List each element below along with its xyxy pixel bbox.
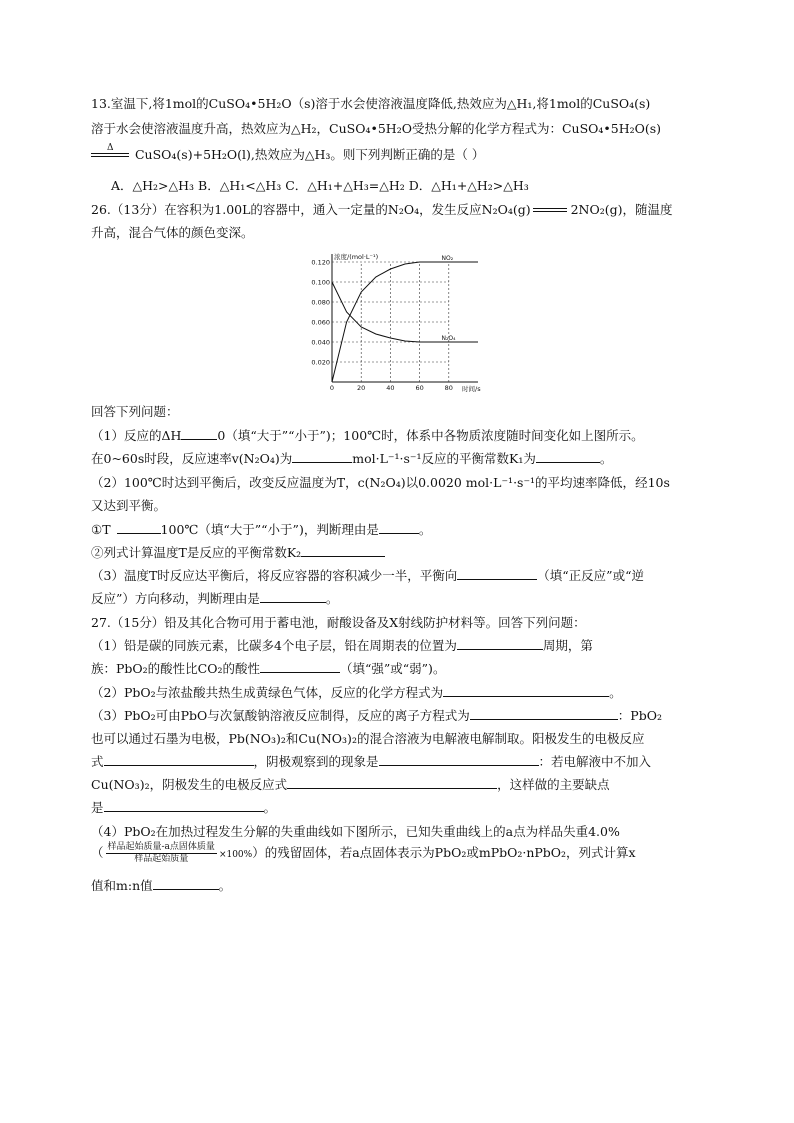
blank-drawback[interactable] [104, 799, 264, 812]
q27-part1-line2 [91, 660, 445, 678]
blank-x-mn[interactable] [153, 877, 219, 890]
concentration-chart [311, 240, 481, 393]
q13-line-3-text: CuSO₄(s)+5H₂O(l),热效应为△H₃。则下列判断正确的是（ ） [134, 147, 485, 162]
q27-l4b: 。 [609, 685, 622, 700]
q26-part2-sub1 [91, 521, 431, 539]
fraction-numerator: 样品起始质量-a点固体质量 [107, 842, 215, 852]
delta-label: Δ [107, 142, 114, 153]
q27-part4-line2: （ $\frac{\text{样品起始质量-a点固体质量}}{\text{样品起始质量}}$ ×100%）的残留固体，若a点固体表示为PbO₂或mPbO₂·nPbO₂，列式计算x [91, 842, 636, 864]
q27-part3-line4 [91, 776, 610, 794]
blank-cathode-phenomenon[interactable] [379, 753, 539, 766]
q26-part1-line1 [91, 427, 644, 445]
blank-direction-reason[interactable] [260, 590, 326, 603]
q27-l4a: （2）PbO₂与浓盐酸共热生成黄绿色气体，反应的化学方程式为 [91, 685, 444, 700]
q27-l7b: ，阴极观察到的现象是 [253, 754, 379, 769]
mass-loss-fraction [106, 842, 217, 865]
blank-k1[interactable] [536, 450, 600, 463]
q27-l5a: （3）PbO₂可由PbO与次氯酸钠溶液反应制得，反应的离子方程式为 [91, 708, 470, 723]
blank-anode-reaction[interactable] [104, 753, 254, 766]
q13-line-3 [91, 142, 485, 164]
x-tick-label: 60 [415, 384, 424, 392]
blank-period[interactable] [457, 637, 543, 650]
fraction-denominator: 样品起始质量 [134, 854, 189, 864]
q26-line-1b: 2NO₂(g)，随温度 [570, 202, 673, 217]
q27-l3b: （填“强”或“弱”)。 [340, 661, 446, 676]
y-tick-label: 0.020 [311, 358, 330, 367]
q27-l3a: 族：PbO₂的酸性比CO₂的酸性 [91, 661, 260, 676]
q26-part2-line2: 又达到平衡。 [91, 498, 167, 513]
blank-t-reason[interactable] [379, 521, 419, 534]
equilibrium-arrow [531, 206, 571, 216]
q26-p7b: （填“正反应”或“逆 [537, 568, 644, 583]
q27-part4-line1: （4）PbO₂在加热过程发生分解的失重曲线如下图所示，已知失重曲线上的a点为样品失重4.0% [91, 824, 620, 839]
series-label: N₂O₄ [441, 335, 456, 342]
q26-p5a: ①T [91, 522, 111, 537]
q27-l9a: 是 [91, 800, 104, 815]
q26-p8b: 。 [325, 591, 339, 606]
q26-line-1 [91, 201, 673, 219]
x-tick-label: 80 [444, 384, 453, 392]
q27-l5b: ：PbO₂ [617, 708, 662, 723]
q27-line-1: 27.（15分）铅及其化合物可用于蓄电池，耐酸设备及X射线防护材料等。回答下列问题： [91, 615, 586, 630]
q27-l9b: 。 [263, 800, 277, 815]
y-tick-label: 0.080 [311, 298, 330, 307]
x-tick-label: 0 [329, 384, 335, 392]
blank-ionic-equation[interactable] [470, 707, 618, 720]
q26-p8a: 反应”）方向移动，判断理由是 [91, 591, 260, 606]
q26-part2-sub2 [91, 544, 385, 562]
y-axis-label: 浓度/(mol·L⁻¹) [334, 253, 379, 261]
answer-prompt: 回答下列问题： [91, 404, 179, 419]
q26-p5b: 100℃（填“大于”“小于”)，判断理由是 [160, 522, 379, 537]
y-tick-label: 0.060 [311, 318, 330, 327]
q27-part2 [91, 684, 622, 702]
blank-equation[interactable] [443, 684, 609, 697]
q27-part4-line3 [91, 877, 231, 895]
q26-line-2: 升高，混合气体的颜色变深。 [91, 225, 254, 240]
x-tick-label: 40 [386, 384, 395, 392]
q27-part3-line3 [91, 753, 651, 771]
q26-part1-line2 [91, 450, 612, 468]
q27-l8b: ，这样做的主要缺点 [497, 777, 610, 792]
q26-line-1a: 26.（13分）在容积为1.00L的容器中，通入一定量的N₂O₄，发生反应N₂O₄(g) [91, 202, 531, 217]
blank-direction[interactable] [457, 567, 537, 580]
q27-part3-line5 [91, 799, 276, 817]
y-tick-label: 0.040 [311, 338, 330, 347]
q27-l7a: 式 [91, 754, 104, 769]
q26-p2b: mol·L⁻¹·s⁻¹反应的平衡常数K₁为 [352, 451, 536, 466]
blank-k2[interactable] [301, 544, 385, 557]
heat-arrow [91, 142, 131, 163]
blank-acidity[interactable] [260, 660, 340, 673]
q27-part3-line1 [91, 707, 662, 725]
q27-l7c: ：若电解液中不加入 [538, 754, 652, 769]
q27-part1-line1 [91, 637, 593, 655]
q27-l11b: ）的残留固体，若a点固体表示为PbO₂或mPbO₂·nPbO₂，列式计算x [252, 845, 636, 860]
blank-delta-h[interactable] [181, 427, 217, 440]
q27-l2b: 周期，第 [542, 638, 593, 653]
y-tick-label: 0.120 [311, 258, 330, 267]
q26-p5c: 。 [418, 522, 432, 537]
x-tick-label: 20 [357, 384, 366, 392]
series-label: NO₂ [441, 255, 454, 262]
q26-part3-line1 [91, 567, 644, 585]
q13-line-1: 13.室温下,将1mol的CuSO₄•5H₂O（s)溶于水会使溶液温度降低,热效应为△H₁,将1mol的CuSO₄(s) [91, 96, 651, 111]
series-line-n2o4 [332, 282, 478, 342]
q26-p7a: （3）温度T时反应达平衡后，将反应容器的容积减少一半，平衡向 [91, 568, 458, 583]
q13-line-2: 溶于水会使溶液温度升高，热效应为△H₂，CuSO₄•5H₂O受热分解的化学方程式为：CuSO₄•5H₂O(s) [91, 121, 662, 136]
blank-rate[interactable] [292, 450, 352, 463]
q26-p2a: 在0~60s时段，反应速率v(N₂O₄)为 [91, 451, 293, 466]
q26-p1a: （1）反应的ΔH [91, 428, 182, 443]
fraction-tail: ×100% [218, 850, 253, 860]
x-axis-label: 时间/s [462, 385, 481, 393]
q26-part2-line1: （2）100℃时达到平衡后，改变反应温度为T，c(N₂O₄)以0.0020 mol·L⁻¹·s⁻¹的平均速率降低，经10s [91, 475, 670, 490]
q27-l8a: Cu(NO₃)₂，阴极发生的电极反应式 [91, 777, 288, 792]
q26-p1b: 0（填“大于”“小于”)；100℃时，体系中各物质浓度随时间变化如上图所示。 [217, 428, 644, 443]
q27-l12a: 值和m:n值 [91, 878, 153, 893]
q27-l12b: 。 [218, 878, 232, 893]
blank-t-compare[interactable] [117, 521, 161, 534]
blank-cathode-reaction[interactable] [287, 776, 497, 789]
q27-part3-line2: 也可以通过石墨为电极，Pb(NO₃)₂和Cu(NO₃)₂的混合溶液为电解液电解制取。阳极发生的电极反应 [91, 731, 645, 746]
y-tick-label: 0.100 [311, 278, 330, 287]
q26-part3-line2 [91, 590, 338, 608]
q26-p2c: 。 [599, 451, 613, 466]
q27-l2a: （1）铅是碳的同族元素，比碳多4个电子层，铅在周期表的位置为 [91, 638, 457, 653]
q26-p6: ②列式计算温度T是反应的平衡常数K₂ [91, 545, 302, 560]
q13-options: A．△H₂>△H₃ B．△H₁<△H₃ C．△H₁+△H₃=△H₂ D．△H₁+△H₂>△H₃ [111, 178, 529, 193]
